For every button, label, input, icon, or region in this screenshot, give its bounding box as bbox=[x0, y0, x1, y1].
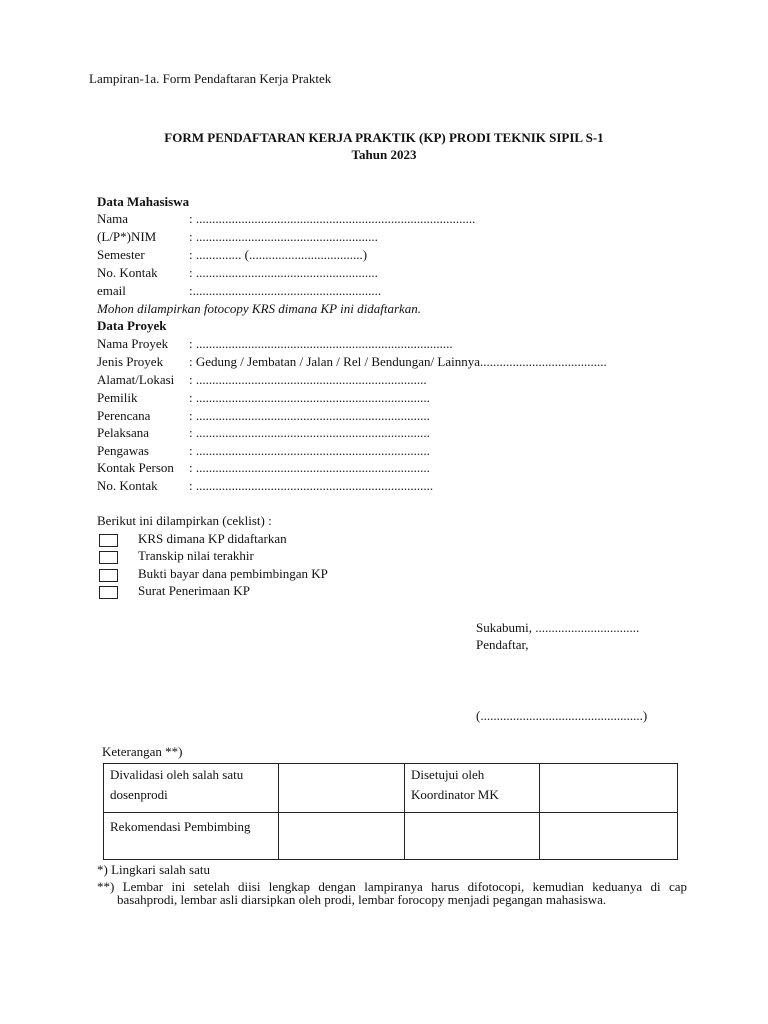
attachment-label: Lampiran-1a. Form Pendaftaran Kerja Praktek bbox=[89, 71, 332, 86]
checkbox[interactable] bbox=[99, 569, 118, 582]
section-heading-mahasiswa: Data Mahasiswa bbox=[97, 194, 190, 209]
footnote-1: *) Lingkari salah satu bbox=[97, 862, 210, 877]
field-label: Pengawas bbox=[97, 443, 149, 458]
approval-label-line1: Disetujui oleh bbox=[411, 767, 485, 782]
checklist-label: Surat Penerimaan KP bbox=[138, 583, 250, 598]
field-label: Jenis Proyek bbox=[97, 354, 164, 369]
field-label: Alamat/Lokasi bbox=[97, 372, 175, 387]
footnote-2-line2: basahprodi, lembar asli diarsipkan oleh prodi, lembar forocopy menjadi pegangan mahasiswa. bbox=[117, 892, 607, 907]
checklist-label: KRS dimana KP didaftarkan bbox=[138, 531, 287, 546]
checkbox[interactable] bbox=[99, 586, 118, 599]
attachments-intro: Berikut ini dilampirkan (ceklist) : bbox=[97, 513, 272, 528]
recommendation-label: Rekomendasi Pembimbing bbox=[110, 819, 251, 834]
validation-label-line2: dosenprodi bbox=[110, 787, 168, 802]
field-value: : ...................................................................................... bbox=[189, 211, 476, 226]
field-label: Nama Proyek bbox=[97, 336, 169, 351]
approval-cell bbox=[405, 764, 540, 813]
field-label: No. Kontak bbox=[97, 478, 158, 493]
field-value: : ........................................................................ bbox=[189, 425, 430, 440]
field-label: Perencana bbox=[97, 408, 151, 423]
table-row bbox=[104, 764, 678, 813]
keterangan-table bbox=[103, 763, 678, 860]
empty-cell bbox=[405, 813, 540, 860]
field-value: : ........................................................................ bbox=[189, 443, 430, 458]
field-label: email bbox=[97, 283, 126, 298]
recommendation-sign-cell bbox=[279, 813, 405, 860]
field-value: : ........................................................................ bbox=[189, 460, 430, 475]
field-value: : .............. (...................................) bbox=[189, 247, 368, 262]
section-heading-proyek: Data Proyek bbox=[97, 318, 167, 333]
checkbox[interactable] bbox=[99, 551, 118, 564]
field-label: Nama bbox=[97, 211, 129, 226]
field-value: : ........................................................................ bbox=[189, 408, 430, 423]
field-label: No. Kontak bbox=[97, 265, 158, 280]
checklist-label: Bukti bayar dana pembimbingan KP bbox=[138, 566, 328, 581]
validation-sign-cell bbox=[279, 764, 405, 813]
table-row bbox=[104, 813, 678, 860]
field-label: Kontak Person bbox=[97, 460, 174, 475]
field-label: Pelaksana bbox=[97, 425, 149, 440]
form-year: Tahun 2023 bbox=[351, 147, 417, 162]
field-label: Pemilik bbox=[97, 390, 138, 405]
signature-place-date: Sukabumi, ................................ bbox=[476, 620, 640, 635]
approval-sign-cell bbox=[540, 764, 678, 813]
validation-label-line1: Divalidasi oleh salah satu bbox=[110, 767, 244, 782]
krs-note: Mohon dilampirkan fotocopy KRS dimana KP ini didaftarkan. bbox=[97, 301, 422, 316]
checklist-label: Transkip nilai terakhir bbox=[138, 548, 254, 563]
checkbox[interactable] bbox=[99, 534, 118, 547]
empty-cell bbox=[540, 813, 678, 860]
field-value: :.......................................................... bbox=[189, 283, 382, 298]
field-value: : Gedung / Jembatan / Jalan / Rel / Bendungan/ Lainnya....................................... bbox=[189, 354, 607, 369]
field-value: : ........................................................ bbox=[189, 229, 378, 244]
field-value: : ....................................................................... bbox=[189, 372, 427, 387]
field-value: : ............................................................................... bbox=[189, 336, 453, 351]
keterangan-heading: Keterangan **) bbox=[102, 744, 183, 759]
recommendation-cell bbox=[104, 813, 279, 860]
footnote-2-line1: **) Lembar ini setelah diisi lengkap dengan lampiranya harus difotocopi, kemudian keduanya di cap bbox=[97, 879, 687, 894]
field-value: : ........................................................ bbox=[189, 265, 378, 280]
signature-role: Pendaftar, bbox=[476, 637, 529, 652]
form-title: FORM PENDAFTARAN KERJA PRAKTIK (KP) PRODI TEKNIK SIPIL S-1 bbox=[164, 130, 604, 145]
field-value: : ......................................................................... bbox=[189, 478, 434, 493]
field-label: (L/P*)NIM bbox=[97, 229, 157, 244]
field-label: Semester bbox=[97, 247, 145, 262]
signature-name-line: (..................................................) bbox=[476, 708, 648, 723]
field-value: : ........................................................................ bbox=[189, 390, 430, 405]
validation-cell bbox=[104, 764, 279, 813]
approval-label-line2: Koordinator MK bbox=[411, 787, 499, 802]
